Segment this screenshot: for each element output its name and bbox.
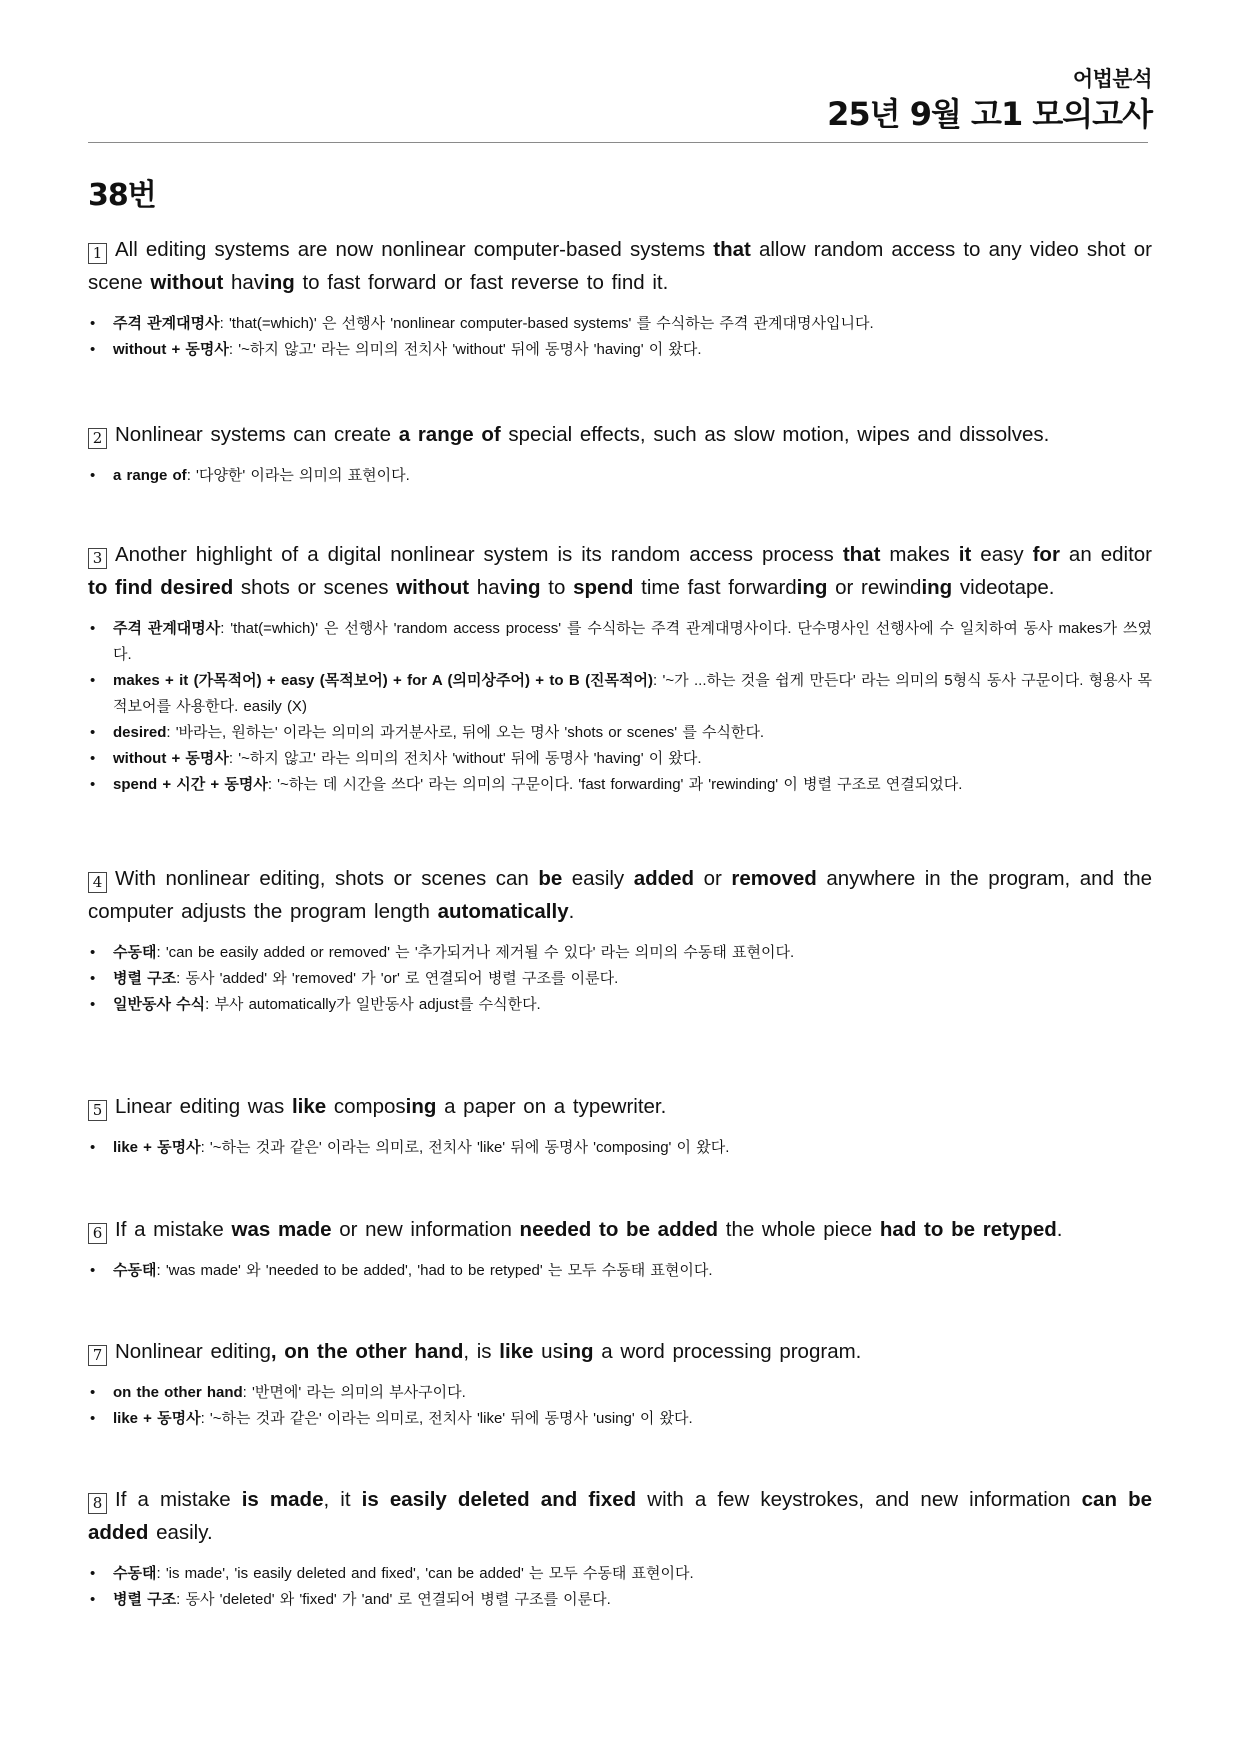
sentence-section [88, 538, 1152, 798]
grammar-highlight: can be added [88, 1488, 1153, 1544]
grammar-highlight: ing [264, 271, 295, 294]
sentence-number-box: 7 [88, 1345, 107, 1366]
grammar-term: 수동태 [113, 1262, 157, 1279]
sentence-text [88, 1335, 1152, 1368]
grammar-highlight: without [150, 271, 224, 294]
sentence-fragment: easy [971, 543, 1033, 566]
grammar-term: 수동태 [113, 1565, 157, 1582]
sentence-fragment: shots or scenes [233, 576, 397, 599]
grammar-notes [88, 1258, 1152, 1284]
sentence-text [88, 233, 1152, 299]
sentence-fragment: . [568, 900, 575, 923]
grammar-term: 병렬 구조 [113, 970, 177, 987]
grammar-note [88, 463, 1152, 489]
sentence-section [88, 1090, 1152, 1161]
grammar-note [88, 1135, 1152, 1161]
sentence-number-box: 4 [88, 872, 107, 893]
grammar-note [88, 337, 1152, 363]
sentence-text [88, 1090, 1152, 1123]
sentence-fragment: or [694, 867, 732, 890]
grammar-highlight: like [291, 1095, 327, 1118]
grammar-term: 병렬 구조 [113, 1591, 177, 1608]
grammar-explanation: : 동사 'added' 와 'removed' 가 'or' 로 연결되어 병렬 구조를 이룬다. [176, 970, 619, 987]
grammar-term: on the other hand [113, 1384, 243, 1401]
grammar-highlight: like [499, 1340, 534, 1363]
grammar-term: a range of [113, 467, 187, 484]
grammar-highlight: automatically [437, 900, 569, 923]
sentence-fragment: easily [562, 867, 634, 890]
grammar-term: 주격 관계대명사 [113, 315, 220, 332]
grammar-highlight: had to be retyped [879, 1218, 1057, 1241]
grammar-term: desired [113, 724, 167, 741]
grammar-explanation: : '반면에' 라는 의미의 부사구이다. [242, 1384, 466, 1401]
sentence-fragment: hav [223, 271, 265, 294]
grammar-highlight: ing [509, 576, 541, 599]
header-divider [88, 142, 1148, 143]
sentence-fragment: anywhere in the program, and the computer adjusts the program length [88, 867, 1152, 923]
grammar-note [88, 1258, 1152, 1284]
sentence-fragment: us [533, 1340, 563, 1363]
sentence-number-box: 3 [88, 548, 107, 569]
grammar-note [88, 966, 1152, 992]
sentence-fragment: videotape. [952, 576, 1055, 599]
grammar-notes [88, 616, 1152, 798]
grammar-highlight: was made [231, 1218, 332, 1241]
grammar-notes [88, 1135, 1152, 1161]
grammar-term: like + 동명사 [113, 1410, 201, 1427]
grammar-highlight: to find desired [88, 576, 234, 599]
grammar-note [88, 616, 1152, 668]
grammar-highlight: for [1032, 543, 1060, 566]
grammar-explanation: : 'that(=which)' 은 선행사 'random access process' 를 수식하는 주격 관계대명사이다. 단수명사인 선행사에 수 일치하여 동사 makes가 쓰였다. [113, 620, 1152, 663]
sentence-fragment: special effects, such as slow motion, wipes and dissolves. [500, 423, 1050, 446]
sentence-fragment: compos [326, 1095, 406, 1118]
sentence-fragment: Nonlinear editing [115, 1340, 271, 1363]
sentence-fragment: If a mistake [115, 1488, 242, 1511]
grammar-highlight: , on the other hand [270, 1340, 464, 1363]
grammar-notes [88, 463, 1152, 489]
grammar-highlight: that [713, 238, 751, 261]
grammar-highlight: needed to be added [519, 1218, 719, 1241]
grammar-highlight: ing [562, 1340, 594, 1363]
sentence-fragment: All editing systems are now nonlinear computer-based systems [115, 238, 714, 261]
grammar-term: spend + 시간 + 동명사 [113, 776, 268, 793]
grammar-highlight: it [958, 543, 972, 566]
sentence-fragment: time fast forward [633, 576, 797, 599]
sentence-text [88, 1483, 1152, 1549]
sentence-fragment: an editor [1059, 543, 1152, 566]
grammar-explanation: : '~하는 것과 같은' 이라는 의미로, 전치사 'like' 뒤에 동명사 'composing' 이 왔다. [200, 1139, 730, 1156]
grammar-term: without + 동명사 [113, 750, 229, 767]
sentence-number-box: 2 [88, 428, 107, 449]
sentence-text [88, 862, 1152, 928]
sentence-number-box: 1 [88, 243, 107, 264]
sentence-fragment: . [1056, 1218, 1063, 1241]
grammar-explanation: : 'is made', 'is easily deleted and fixed', 'can be added' 는 모두 수동태 표현이다. [156, 1565, 694, 1582]
sentence-fragment: If a mistake [115, 1218, 232, 1241]
grammar-highlight: without [396, 576, 470, 599]
sentence-fragment: Linear editing was [115, 1095, 292, 1118]
sentence-fragment: allow random access to any video shot or scene [88, 238, 1152, 294]
grammar-note [88, 311, 1152, 337]
sentence-fragment: to [540, 576, 574, 599]
grammar-explanation: : '다양한' 이라는 의미의 표현이다. [186, 467, 410, 484]
sentence-fragment: a paper on a typewriter. [436, 1095, 667, 1118]
sentence-fragment: or rewind [827, 576, 922, 599]
sentence-number-box: 5 [88, 1100, 107, 1121]
grammar-term: like + 동명사 [113, 1139, 201, 1156]
grammar-term: makes + it (가목적어) + easy (목적보어) + for A (의미상주어) + to B (진목적어) [113, 672, 654, 689]
grammar-explanation: : '~가 ...하는 것을 쉽게 만든다' 라는 의미의 5형식 동사 구문이다. 형용사 목적보어를 사용한다. easily (X) [113, 672, 1152, 715]
sentence-section [88, 1335, 1152, 1432]
grammar-explanation: : '~하는 것과 같은' 이라는 의미로, 전치사 'like' 뒤에 동명사 'using' 이 왔다. [200, 1410, 693, 1427]
header-subtitle: 어법분석 [1072, 67, 1152, 91]
sentence-fragment: or new information [331, 1218, 520, 1241]
grammar-highlight: is easily deleted and fixed [361, 1488, 637, 1511]
sentence-fragment: Nonlinear systems can create [115, 423, 399, 446]
sentence-fragment: makes [880, 543, 959, 566]
grammar-notes [88, 940, 1152, 1018]
grammar-term: 일반동사 수식 [113, 996, 206, 1013]
grammar-note [88, 772, 1152, 798]
grammar-highlight: a range of [398, 423, 501, 446]
sentence-number-box: 6 [88, 1223, 107, 1244]
grammar-highlight: removed [731, 867, 817, 890]
grammar-highlight: ing [405, 1095, 437, 1118]
sentence-section [88, 1213, 1152, 1284]
sentence-number-box: 8 [88, 1493, 107, 1514]
sentence-fragment: with a few keystrokes, and new information [636, 1488, 1082, 1511]
sentence-fragment: easily. [148, 1521, 213, 1544]
grammar-note [88, 668, 1152, 720]
grammar-highlight: is made [241, 1488, 324, 1511]
grammar-note [88, 1406, 1152, 1432]
document-header [88, 66, 1152, 134]
grammar-highlight: added [633, 867, 695, 890]
grammar-note [88, 720, 1152, 746]
grammar-highlight: spend [573, 576, 634, 599]
sentence-fragment: a word processing program. [593, 1340, 862, 1363]
sentence-text [88, 538, 1152, 604]
sentence-fragment: Another highlight of a digital nonlinear system is its random access process [115, 543, 843, 566]
question-number: 38번 [88, 178, 156, 213]
grammar-term: 주격 관계대명사 [113, 620, 221, 637]
grammar-highlight: ing [921, 576, 953, 599]
grammar-note [88, 1587, 1152, 1613]
sentence-text [88, 1213, 1152, 1246]
grammar-explanation: : 부사 automatically가 일반동사 adjust를 수식한다. [205, 996, 541, 1013]
grammar-explanation: : 'can be easily added or removed' 는 '추가되거나 제거될 수 있다' 라는 의미의 수동태 표현이다. [156, 944, 795, 961]
grammar-notes [88, 311, 1152, 363]
sentence-section [88, 862, 1152, 1018]
grammar-highlight: that [842, 543, 881, 566]
sentence-section [88, 233, 1152, 363]
grammar-note [88, 940, 1152, 966]
grammar-highlight: ing [796, 576, 828, 599]
grammar-explanation: : '~하지 않고' 라는 의미의 전치사 'without' 뒤에 동명사 'having' 이 왔다. [228, 750, 702, 767]
sentence-section [88, 1483, 1152, 1613]
grammar-note [88, 746, 1152, 772]
grammar-notes [88, 1380, 1152, 1432]
grammar-explanation: : '바라는, 원하는' 이라는 의미의 과거분사로, 뒤에 오는 명사 'shots or scenes' 를 수식한다. [166, 724, 765, 741]
sentence-text [88, 418, 1152, 451]
grammar-highlight: be [538, 867, 563, 890]
grammar-explanation: : 동사 'deleted' 와 'fixed' 가 'and' 로 연결되어 병렬 구조를 이룬다. [176, 1591, 611, 1608]
grammar-notes [88, 1561, 1152, 1613]
sentence-fragment: , it [323, 1488, 362, 1511]
grammar-explanation: : 'was made' 와 'needed to be added', 'had to be retyped' 는 모두 수동태 표현이다. [156, 1262, 713, 1279]
grammar-explanation: : 'that(=which)' 은 선행사 'nonlinear computer-based systems' 를 수식하는 주격 관계대명사입니다. [219, 315, 874, 332]
grammar-explanation: : '~하지 않고' 라는 의미의 전치사 'without' 뒤에 동명사 'having' 이 왔다. [228, 341, 702, 358]
grammar-note [88, 1561, 1152, 1587]
grammar-note [88, 992, 1152, 1018]
grammar-explanation: : '~하는 데 시간을 쓰다' 라는 의미의 구문이다. 'fast forwarding' 과 'rewinding' 이 병렬 구조로 연결되었다. [267, 776, 963, 793]
sentence-fragment: to fast forward or fast reverse to find it. [294, 271, 669, 294]
grammar-note [88, 1380, 1152, 1406]
sentence-fragment: hav [469, 576, 510, 599]
header-title: 25년 9월 고1 모의고사 [827, 95, 1152, 133]
sentence-fragment: , is [463, 1340, 500, 1363]
grammar-term: without + 동명사 [113, 341, 229, 358]
grammar-term: 수동태 [113, 944, 157, 961]
sentence-fragment: With nonlinear editing, shots or scenes can [115, 867, 539, 890]
sentence-section [88, 418, 1152, 489]
sentence-fragment: the whole piece [718, 1218, 880, 1241]
